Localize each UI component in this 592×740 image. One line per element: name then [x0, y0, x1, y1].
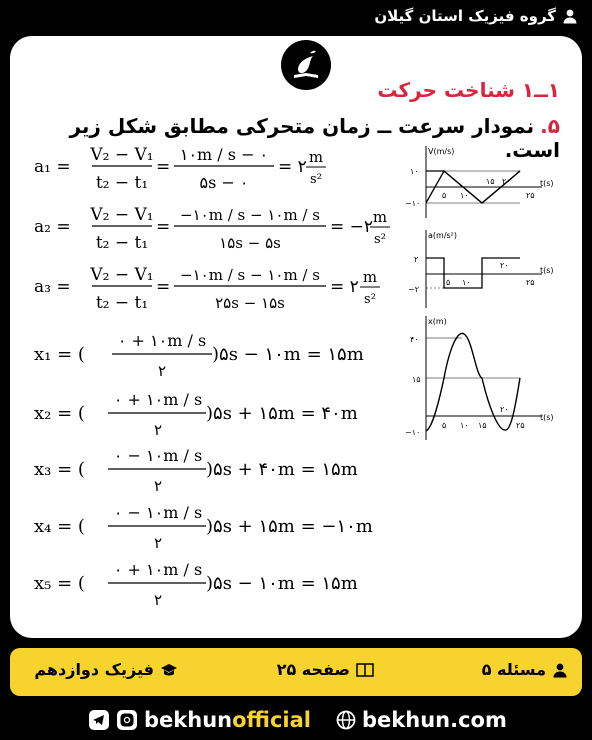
equation-x1	[34, 331, 364, 380]
equation-a2	[34, 205, 390, 253]
content-card	[10, 36, 582, 638]
eq-x4-lhs: x₄ = (	[34, 516, 85, 537]
eq-x2-rhs: )۵s + ۱۵m = ۴۰m	[206, 403, 358, 424]
a-tick-20: ۲۰	[500, 261, 509, 270]
equation-x3	[34, 446, 358, 495]
eq-x1-rhs: )۵s − ۱۰m = ۱۵m	[212, 344, 364, 365]
equation-a3	[34, 265, 380, 313]
page-label	[277, 660, 374, 679]
equation-x2	[34, 390, 358, 439]
v-tick-10b: ۱۰	[460, 191, 469, 200]
a-tick-2: ۲	[414, 255, 419, 264]
a-tick-25: ۲۵	[526, 278, 535, 287]
bottom-bar	[0, 700, 592, 740]
eq-x4-num: ۰ − ۱۰m / s	[113, 503, 203, 522]
eq-x1-den: ۲	[157, 362, 167, 380]
x-tick-20: ۲۰	[500, 405, 509, 414]
eq-a1-frac2-num: ۱۰m / s − ۰	[179, 145, 269, 164]
info-banner	[10, 648, 582, 696]
eq-a2-unit-num: m	[372, 208, 388, 226]
eq-x1-lhs: x₁ = (	[34, 344, 85, 365]
book-open-icon	[356, 662, 374, 678]
eq-a1-unit-num: m	[308, 148, 324, 166]
logo-mark	[286, 45, 326, 85]
velocity-time-graph	[405, 146, 554, 218]
problem-number: ۵.	[540, 114, 560, 138]
eq-a3-lhs: a₃ =	[34, 277, 71, 297]
v-tick-10: ۱۰	[410, 167, 419, 176]
group-title-text: گروه فیزیک استان گیلان	[374, 7, 556, 25]
v-time-label: t(s)	[540, 179, 554, 188]
eq-x3-den: ۲	[153, 477, 163, 495]
eq-x3-lhs: x₃ = (	[34, 459, 85, 480]
problem-label-text: مسئله ۵	[481, 660, 546, 679]
svg-text:=: =	[156, 277, 171, 297]
eq-a1-lhs: a₁ =	[34, 157, 71, 177]
equation-x4	[34, 503, 373, 552]
eq-x3-rhs: )۵s + ۴۰m = ۱۵m	[206, 459, 358, 480]
problem-label	[482, 660, 568, 679]
a-axis-label: a(m/s²)	[428, 231, 458, 240]
telegram-icon[interactable]	[88, 709, 110, 731]
social-handle-main: bekhun	[144, 708, 233, 732]
svg-text:=: =	[156, 217, 171, 237]
x-tick-25: ۲۵	[516, 421, 525, 430]
eq-a2-unit-den: s²	[374, 232, 386, 247]
v-tick-neg10: −۱۰	[405, 199, 421, 208]
eq-a3-frac2-den: ۲۵s − ۱۵s	[215, 294, 285, 312]
eq-x5-den: ۲	[153, 591, 163, 606]
eq-x2-den: ۲	[153, 421, 163, 439]
v-axis-label: V(m/s)	[428, 147, 455, 156]
eq-x2-num: ۰ + ۱۰m / s	[113, 390, 203, 409]
equations-area	[34, 136, 414, 606]
bekhun-logo	[281, 40, 331, 90]
website-text: bekhun.com	[362, 708, 507, 732]
equation-x5	[34, 560, 358, 606]
v-tick-20: ۲۰	[502, 177, 511, 186]
user-icon	[562, 8, 578, 24]
v-tick-5: ۵	[442, 191, 447, 200]
eq-x1-num: ۰ + ۱۰m / s	[117, 331, 207, 350]
website-link[interactable]	[336, 708, 507, 732]
eq-x5-num: ۰ + ۱۰m / s	[113, 560, 203, 579]
globe-icon	[336, 710, 356, 730]
page-label-text: صفحه ۲۵	[276, 660, 350, 679]
a-tick-10: ۱۰	[462, 278, 471, 287]
eq-a2-frac2-den: ۱۵s − ۵s	[219, 234, 281, 252]
v-tick-15: ۱۵	[486, 177, 495, 186]
eq-x4-rhs: )۵s + ۱۵m = −۱۰m	[206, 516, 373, 537]
eq-a1-unit-den: s²	[310, 172, 322, 187]
book-label	[34, 660, 178, 679]
eq-a3-result: = ۲	[330, 277, 359, 297]
book-label-text: فیزیک دوازدهم	[34, 660, 154, 679]
social-handle-suffix: official	[232, 708, 311, 732]
eq-a2-frac1-den: t₂ − t₁	[95, 233, 149, 253]
x-tick-neg10: −۱۰	[405, 428, 421, 437]
x-tick-15: ۱۵	[412, 375, 421, 384]
eq-x2-lhs: x₂ = (	[34, 403, 85, 424]
x-axis-label: x(m)	[428, 317, 447, 326]
position-time-graph	[405, 316, 554, 440]
top-bar	[0, 0, 592, 34]
eq-a2-frac2-num: −۱۰m / s − ۱۰m / s	[180, 206, 320, 224]
social-handle[interactable]	[88, 708, 311, 732]
eq-a2-result: = −۲	[330, 217, 374, 237]
eq-x4-den: ۲	[153, 534, 163, 552]
problem-text: نمودار سرعت ــ زمان متحرکی مطابق شکل زیر است.	[69, 114, 560, 162]
eq-a2-lhs: a₂ =	[34, 217, 71, 237]
instagram-icon[interactable]	[116, 709, 138, 731]
eq-a3-frac2-num: −۱۰m / s − ۱۰m / s	[180, 266, 320, 284]
eq-x3-num: ۰ − ۱۰m / s	[113, 446, 203, 465]
v-tick-25: ۲۵	[526, 191, 535, 200]
eq-a1-frac1-den: t₂ − t₁	[95, 173, 149, 193]
graphs-area	[402, 144, 562, 444]
eq-a3-unit-num: m	[362, 268, 378, 286]
eq-a1-frac1-num: V₂ − V₁	[90, 145, 154, 165]
x-tick-10: ۱۰	[460, 421, 469, 430]
x-time-label: t(s)	[540, 413, 554, 422]
eq-a2-frac1-num: V₂ − V₁	[90, 205, 154, 225]
a-tick-neg2: −۲	[408, 285, 419, 294]
group-title	[374, 7, 578, 25]
equation-a1	[34, 145, 326, 193]
a-tick-5: ۵	[446, 278, 451, 287]
acceleration-time-graph	[408, 230, 554, 308]
x-tick-5: ۵	[442, 421, 447, 430]
graduation-cap-icon	[160, 662, 178, 678]
eq-a3-unit-den: s²	[364, 292, 376, 307]
a-time-label: t(s)	[540, 266, 554, 275]
eq-a1-frac2-den: ۵s − ۰	[199, 173, 249, 192]
eq-x5-lhs: x₅ = (	[34, 573, 85, 594]
eq-x5-rhs: )۵s − ۱۰m = ۱۵m	[206, 573, 358, 594]
eq-a3-frac1-num: V₂ − V₁	[90, 265, 154, 285]
x-tick-15b: ۱۵	[478, 421, 487, 430]
svg-text:=: =	[156, 157, 171, 177]
person-icon	[552, 662, 568, 678]
section-heading: ۱ــ۱ شناخت حرکت	[377, 78, 560, 102]
x-tick-40: ۴۰	[410, 335, 419, 344]
eq-a3-frac1-den: t₂ − t₁	[95, 293, 149, 313]
eq-a1-result: = ۲	[278, 157, 307, 177]
